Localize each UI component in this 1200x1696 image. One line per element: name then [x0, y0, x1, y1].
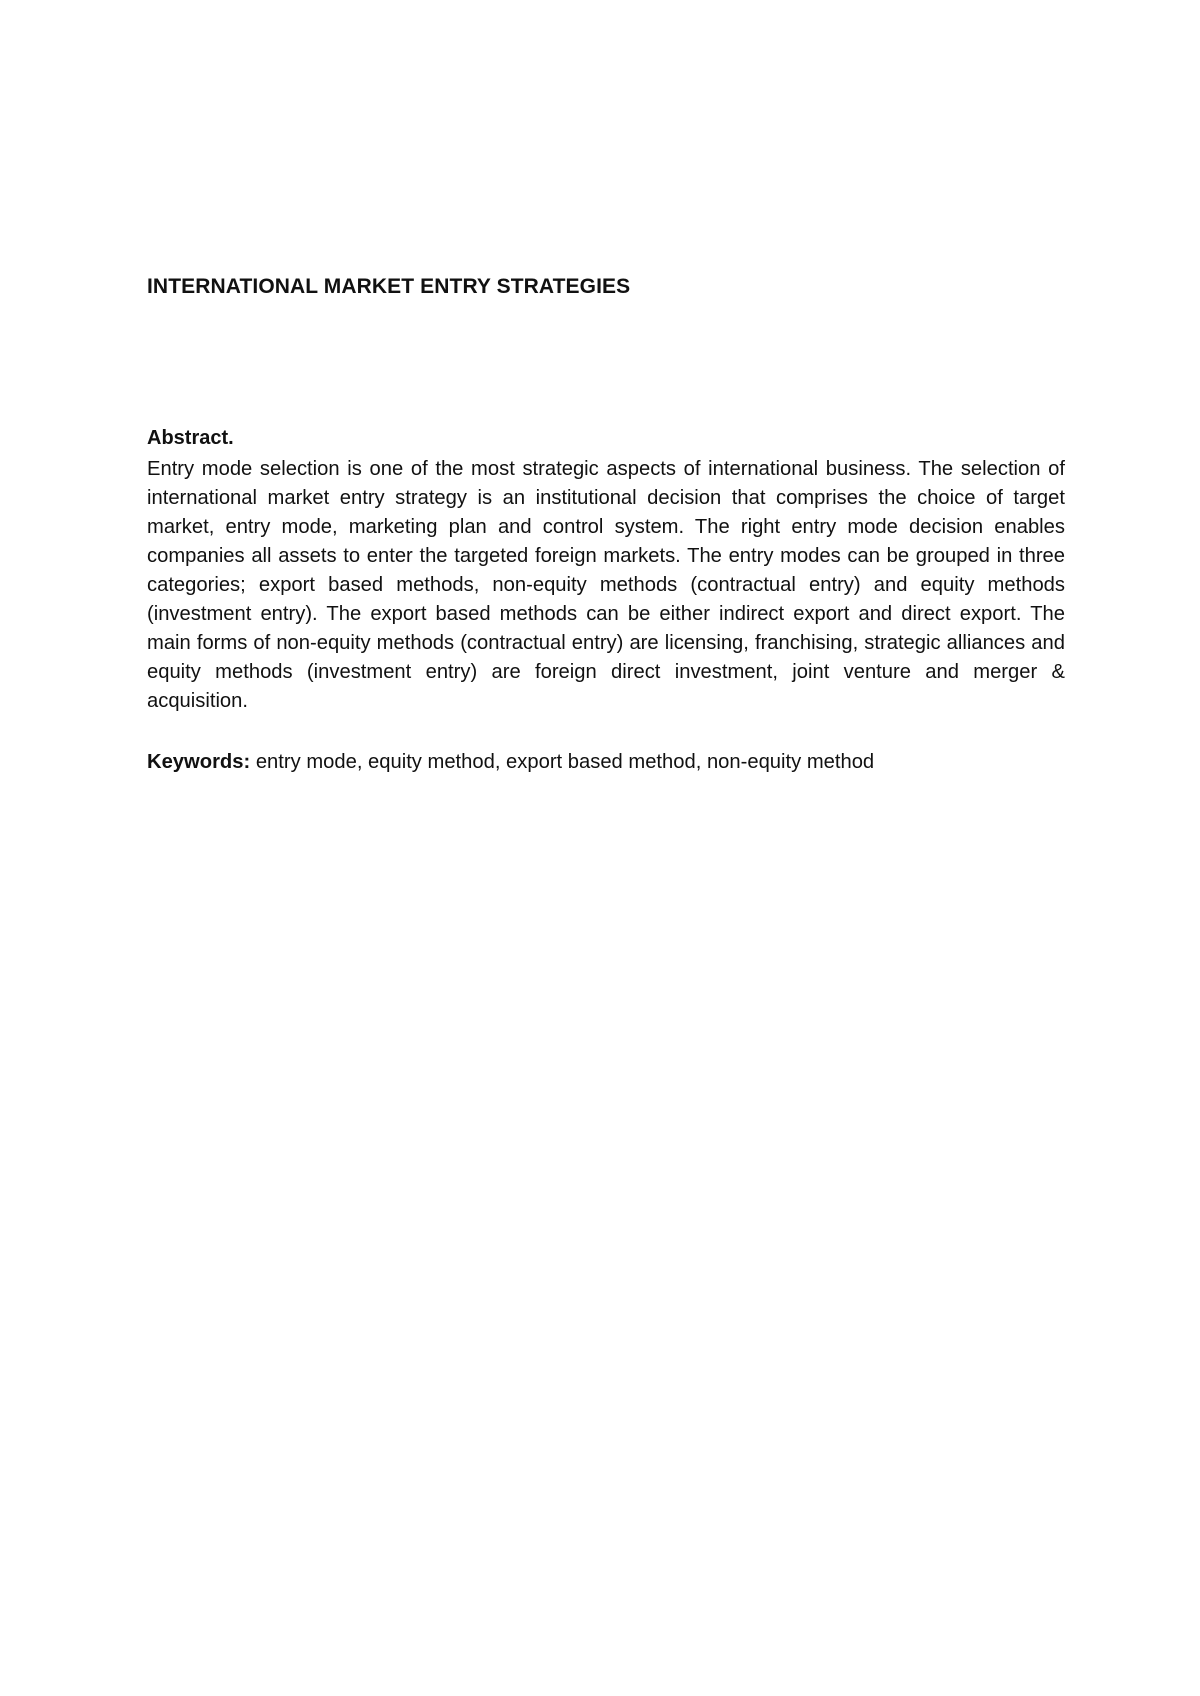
- abstract-heading: Abstract.: [147, 427, 234, 449]
- paper-title: INTERNATIONAL MARKET ENTRY STRATEGIES: [147, 275, 631, 298]
- keywords-label: Keywords:: [147, 751, 251, 773]
- keywords-text: entry mode, equity method, export based method, non-equity method: [255, 751, 875, 773]
- abstract-body: Entry mode selection is one of the most strategic aspects of international business. The selection of international market entry strategy is an institutional decision that comprises the choice of target market, entry mode, marketing plan and control system. The right entry mode decision enables companies all assets to enter the targeted foreign markets. The entry modes can be grouped in three categories; export based methods, non-equity methods (contractual entry) and equity methods (investment entry). The export based methods can be either indirect export and direct export. The main forms of non-equity methods (contractual entry) are licensing, franchising, strategic alliances and equity methods (investment entry) are foreign direct investment, joint venture and merger & acquisition.: [147, 458, 1065, 712]
- keywords-line: [147, 751, 874, 774]
- paper-page: [147, 0, 1065, 1696]
